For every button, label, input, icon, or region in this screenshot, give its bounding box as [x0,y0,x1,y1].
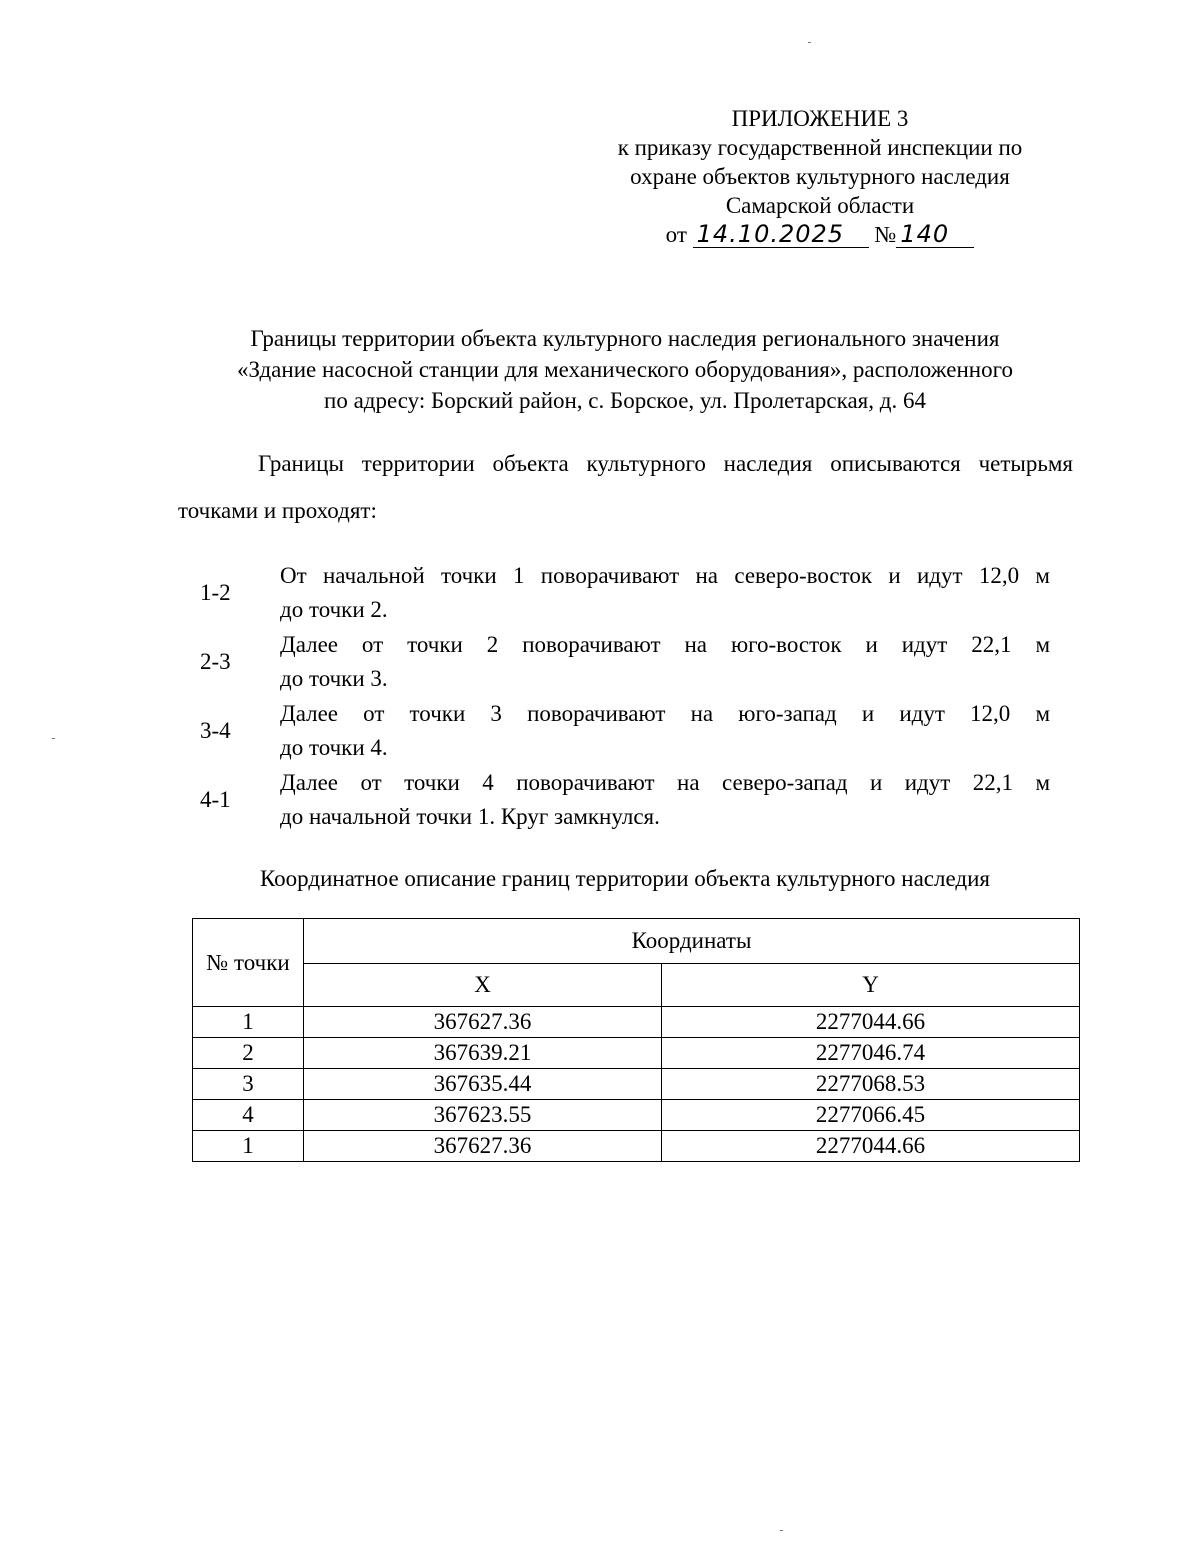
appendix-header [560,104,1080,249]
segment-id: 2-3 [200,649,231,674]
cell-x: 367635.44 [304,1069,662,1100]
segment-id: 4-1 [200,787,231,812]
segment-line-2: до точки 2. [280,596,388,622]
scan-speck [52,738,55,739]
segment-line-1: От начальной точки 1 поворачивают на северо-восток и идут 12,0 м [280,562,1050,588]
order-line-2: охране объектов культурного наследия [630,164,1010,189]
segment-item [178,627,1050,696]
coordinates-title: Координатное описание границ территории объекта культурного наследия [259,866,990,891]
cell-point: 1 [193,1131,304,1162]
segment-item [178,696,1050,765]
title-line-2: «Здание насосной станции для механического оборудования», расположенного [237,357,1013,382]
cell-x: 367627.36 [304,1131,662,1162]
order-line-1: к приказу государственной инспекции по [617,135,1023,160]
cell-point: 2 [193,1038,304,1069]
segment-description [280,628,1050,696]
table-row [193,1069,1080,1100]
cell-x: 367639.21 [304,1038,662,1069]
handwritten-number: 140 [896,221,974,248]
table-row [193,1100,1080,1131]
scan-speck [808,42,811,43]
date-prefix: от [665,222,687,247]
boundary-segments [178,558,1050,834]
cell-x: 367623.55 [304,1100,662,1131]
scan-speck [780,1530,783,1531]
header-x: X [304,964,662,1007]
header-coordinates: Координаты [304,919,1080,964]
segment-line-2: до начальной точки 1. Круг замкнулся. [280,803,660,829]
table-row [193,1007,1080,1038]
cell-y: 2277044.66 [662,1007,1080,1038]
intro-line-2: точками и проходят: [178,498,377,523]
segment-description [280,559,1050,627]
segment-item [178,558,1050,627]
title-line-3: по адресу: Борский район, с. Борское, ул. Пролетарская, д. 64 [324,388,926,413]
segment-item [178,765,1050,834]
segment-description [280,766,1050,834]
segment-description [280,697,1050,765]
cell-y: 2277066.45 [662,1100,1080,1131]
cell-point: 4 [193,1100,304,1131]
handwritten-date: 14.10.2025 [693,221,869,248]
segment-line-1: Далее от точки 4 поворачивают на северо-запад и идут 22,1 м [280,769,1050,795]
cell-point: 3 [193,1069,304,1100]
appendix-label: ПРИЛОЖЕНИЕ 3 [731,106,909,131]
header-point-number: № точки [193,919,304,1007]
segment-id: 1-2 [200,580,231,605]
cell-y: 2277046.74 [662,1038,1080,1069]
intro-paragraph [178,440,1073,534]
segment-id: 3-4 [200,718,231,743]
segment-line-2: до точки 4. [280,734,388,760]
segment-line-2: до точки 3. [280,665,388,691]
document-title [150,323,1100,416]
cell-y: 2277044.66 [662,1131,1080,1162]
title-line-1: Границы территории объекта культурного наследия регионального значения [250,326,1000,351]
segment-line-1: Далее от точки 2 поворачивают на юго-восток и идут 22,1 м [280,631,1050,657]
number-prefix: № [874,222,897,247]
segment-line-1: Далее от точки 3 поворачивают на юго-запад и идут 12,0 м [280,700,1050,726]
coordinates-table [192,918,1080,1162]
cell-x: 367627.36 [304,1007,662,1038]
order-line-3: Самарской области [725,193,915,218]
order-date-line [560,220,1080,249]
cell-y: 2277068.53 [662,1069,1080,1100]
intro-line-1: Границы территории объекта культурного наследия описываются четырьмя [258,451,1073,476]
table-row [193,1131,1080,1162]
table-row [193,1038,1080,1069]
cell-point: 1 [193,1007,304,1038]
header-y: Y [662,964,1080,1007]
